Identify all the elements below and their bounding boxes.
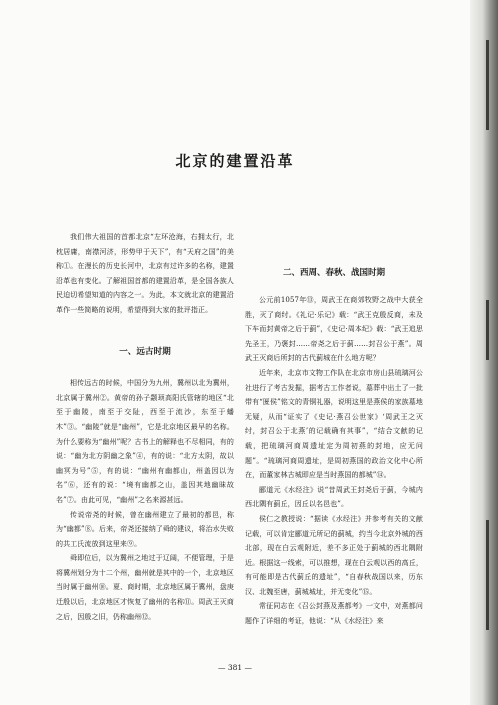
intro-paragraph: 我们伟大祖国的首都北京“左环沧海，右拥太行，北枕居庸，南襟河济，形势甲于天下”，有“天府之国”的美称①。在漫长的历史长河中，北京有过许多的名称，建置沿革也有变化。了解祖国首都的建置沿革，是全国各族人民迫切希望知道的内容之一。为此，本文就北京的建置沿革作一些简略的说明，希望得到大家的批评指正。	[56, 233, 234, 314]
section2-paragraph: 公元前1057年⑬，周武王在商郊牧野之战中大获全胜，灭了商纣。《礼记·乐记》载：“武王克殷反商，未及下车而封黄帝之后于蓟”，《史记·周本纪》载：“武王追思先圣王，乃褒封……帝尧之后于蓟……封召公于燕”。周武王灭商后所封的古代蓟城在什么地方呢？	[245, 296, 423, 363]
left-column	[56, 230, 234, 624]
section2-paragraph: 侯仁之教授说：“据读《水经注》并参考有关的文献记载，可以肯定郦道元所记的蓟城，约当今北京外城的西北部，现在白云观附近，差不多正处于蓟城的西北隅附近。根据这一线索，可以推想，现在白云观以西的高丘，有可能即是古代蓟丘的遗址”，“自春秋战国以来，历东汉、北魏至唐，蓟城城址，并无变化”⑮。	[245, 514, 423, 596]
section-heading-ancient: 一、远古时期	[119, 346, 171, 357]
section2-paragraph: 郦道元《水经注》说“昔周武王封尧后于蓟，今城内西北隅有蓟丘，因丘以名邑也”。	[245, 485, 423, 509]
page-title: 北京的建置沿革	[175, 152, 295, 170]
binding-shadow-mark	[486, 300, 489, 360]
section1-paragraph: 舜即位后，以为冀州之地过于辽阔，不便管理，于是将冀州划分为十二个州，幽州就是其中的一个，北京地区当时属于幽州⑩。夏、商时期，北京地区属于冀州，盘庚迁殷以后，北京地区才恢复了幽州的名称⑪。周武王灭商之后，因殷之旧，仍称幽州⑫。	[56, 554, 234, 621]
section-heading-zhou: 二、西周、春秋、战国时期	[282, 268, 385, 278]
section1-paragraph: 传说帝尧的时候，曾在幽州建立了最初的都邑，称为“幽都”⑧。后来，帝尧还接纳了舜的建议，将治水失败的共工氏流放到这里来⑨。	[56, 510, 234, 548]
binding-shadow-mark	[486, 520, 489, 630]
right-column	[245, 293, 423, 629]
section1-paragraph: 相传远古的时候，中国分为九州，冀州以北为冀州，北京属于冀州②。黄帝的孙子颛顼高阳氏管辖的地区“北至于幽陵，南至于交阯，西至于流沙，东至于蟠木”③。“幽陵”就是“幽州”，它是北京地区最早的名称。为什么要称为“幽州”呢？古书上的解释也不尽相同，有的说：“幽为北方阴幽之象”④，有的说：“北方太阴，故以幽冥为号”⑤，有的说：“幽州有幽都山，州盖因以为名”⑥，还有的说：“境有幽都之山，盖因其地幽昧故名”⑦。由此可见，“幽州”之名来源甚远。	[56, 379, 234, 504]
book-binding-edge	[470, 0, 498, 705]
section2-paragraph: 常征同志在《召公封燕及燕都考》一文中，对燕都问题作了详细的考证，他说：“从《水经注》来	[245, 602, 423, 626]
page-number: — 381 —	[217, 663, 253, 672]
section2-paragraph: 近年来，北京市文物工作队在北京市房山县琉璃河公社进行了考古发掘，据考古工作者说，墓葬中出土了一批带有“匽侯”铭文的青铜礼器，说明这里是燕侯的家族墓地无疑，从而“证实了《史记·燕召公世家》‘周武王之灭纣，封召公于北燕’的记载确有其事”，“结合文献的记载，把琉璃河商周遗址定为周初燕的封地，应无问题”。“琉璃河商周遗址，是周初燕国的政治文化中心所在，而董家林古城即应是当时燕国的都城”⑭。	[245, 368, 423, 480]
binding-shadow-mark	[486, 40, 489, 130]
